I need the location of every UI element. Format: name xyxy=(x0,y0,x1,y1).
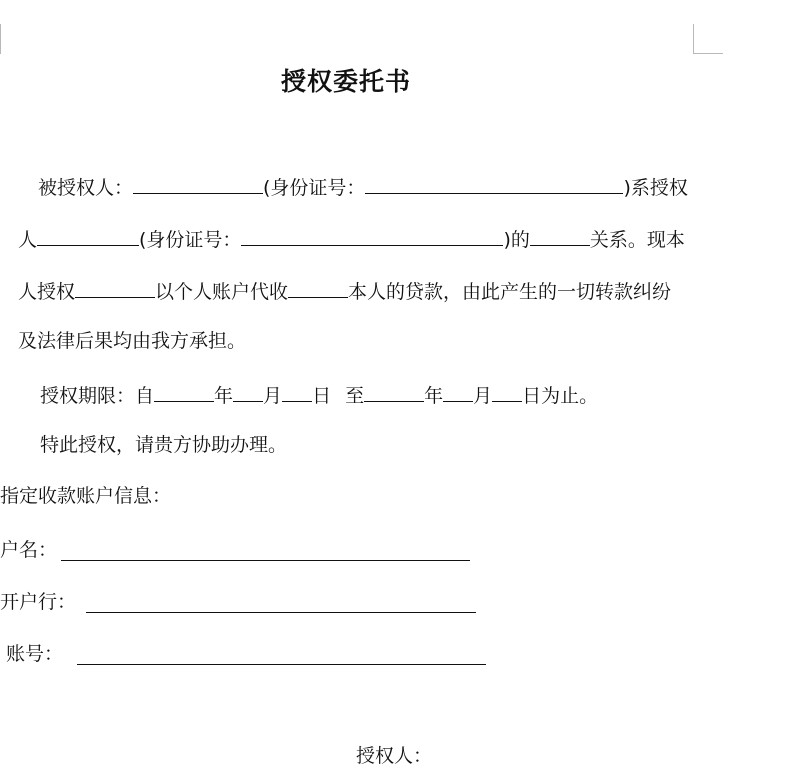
grantor-line xyxy=(18,223,685,254)
liability-line: 及法律后果均由我方承担。 xyxy=(18,330,247,352)
grantor-name-blank[interactable] xyxy=(37,223,139,246)
period-label: 授权期限： xyxy=(40,385,136,407)
end-month-blank[interactable] xyxy=(443,379,473,402)
page-corner-mark-right xyxy=(693,24,723,54)
authorized-person-blank[interactable] xyxy=(75,275,155,298)
grantor-prefix: 人 xyxy=(18,229,38,251)
page-corner-mark-left xyxy=(0,24,3,54)
start-month-unit: 月 xyxy=(263,385,283,407)
document-title: 授权委托书 xyxy=(280,67,411,96)
collect-item-blank[interactable] xyxy=(288,275,348,298)
grantee-name-blank[interactable] xyxy=(133,171,263,194)
account-number-label: 账号： xyxy=(6,643,64,665)
grantor-id-blank[interactable] xyxy=(241,223,503,246)
authorize-text: 人授权 xyxy=(18,281,76,303)
closing-sentence: 特此授权，请贵方协助办理。 xyxy=(40,434,288,456)
period-end: 日为止。 xyxy=(522,385,599,407)
grantee-label: 被授权人： xyxy=(38,177,134,199)
account-heading: 指定收款账户信息： xyxy=(0,485,172,507)
period-from: 自 xyxy=(135,385,155,407)
grantor-close: )的 xyxy=(503,229,530,251)
end-year-blank[interactable] xyxy=(364,379,424,402)
period-to: 至 xyxy=(345,385,365,407)
grantor-signature-label: 授权人： xyxy=(356,745,433,767)
liability-text: 本人的贷款，由此产生的一切转款纠纷 xyxy=(348,281,672,303)
start-year-unit: 年 xyxy=(214,385,234,407)
end-day-blank[interactable] xyxy=(492,379,522,402)
grantor-id-label: (身份证号： xyxy=(139,229,242,251)
account-name-field[interactable] xyxy=(61,560,470,561)
collect-text: 以个人账户代收 xyxy=(155,281,289,303)
authorization-line xyxy=(18,275,671,306)
relation-blank[interactable] xyxy=(530,223,590,246)
start-day-blank[interactable] xyxy=(282,379,312,402)
start-month-blank[interactable] xyxy=(233,379,263,402)
relation-suffix: 关系。现本 xyxy=(589,229,685,251)
account-name-label: 户名： xyxy=(0,539,58,561)
bank-field[interactable] xyxy=(86,612,476,613)
period-line xyxy=(40,379,598,410)
account-number-field[interactable] xyxy=(77,664,486,665)
end-month-unit: 月 xyxy=(473,385,493,407)
start-year-blank[interactable] xyxy=(154,379,214,402)
grantee-id-blank[interactable] xyxy=(365,171,623,194)
grantee-id-label: (身份证号： xyxy=(263,177,366,199)
bank-label: 开户行： xyxy=(0,591,77,613)
end-year-unit: 年 xyxy=(424,385,444,407)
start-day-unit: 日 xyxy=(312,385,332,407)
grantee-relation-text: )系授权 xyxy=(623,177,688,199)
grantee-line xyxy=(38,171,688,202)
